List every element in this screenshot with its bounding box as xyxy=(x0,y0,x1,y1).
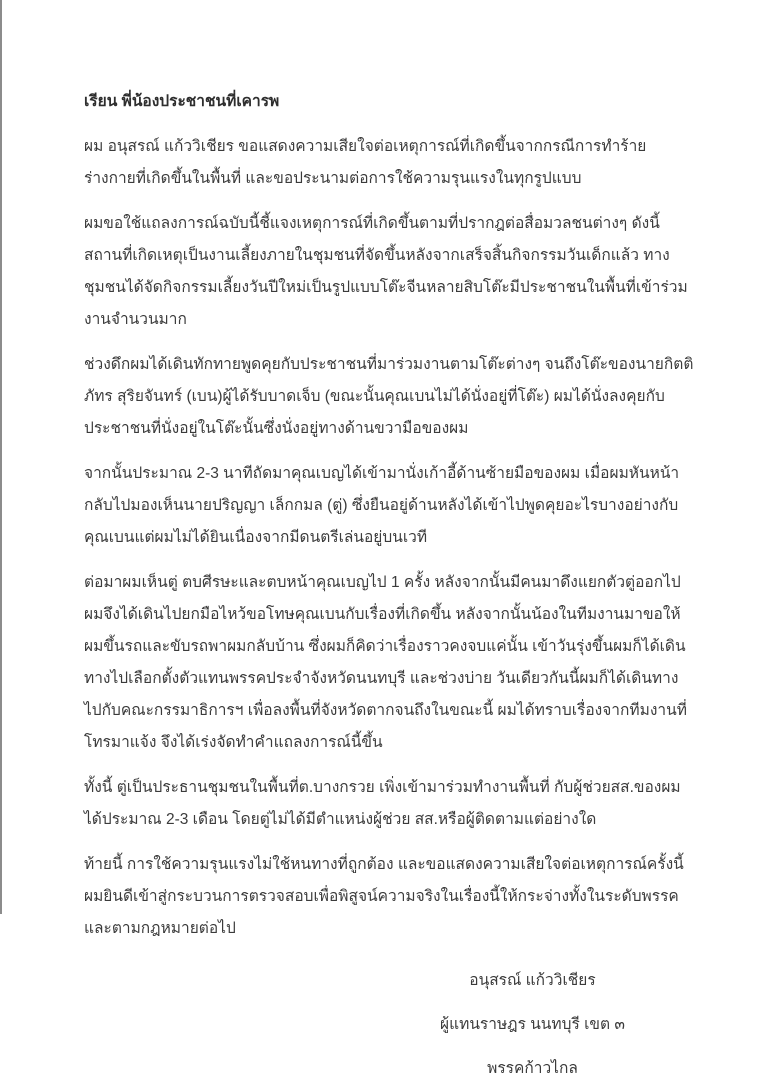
paragraph-incident-details: ต่อมาผมเห็นตู่ ตบศีรษะและตบหน้าคุณเบญไป 1 ครั้ง หลังจากนั้นมีคนมาดึงแยกตัวตู่ออกไป ผมจึงได้เดินไปยกมือไหว้ขอโทษคุณเบนกับเรื่องที่เกิดขึ้น หลังจากนั้นน้องในทีมงานมาขอให้ผมขึ้นรถและขับรถพาผมกลับบ้าน ซึ่งผมก็คิดว่าเรื่องราวคงจบแค่นั้น เข้าวันรุ่งขึ้นผมก็ได้เดินทางไปเลือกตั้งตัวแทนพรรคประจำจังหวัดนนทบุรี และช่วงบ่าย วันเดียวกันนี้ผมก็ได้เดินทางไปกับคณะกรรมาธิการฯ เพื่อลงพื้นที่จังหวัดตากจนถึงในขณะนี้ ผมได้ทราบเรื่องจากทีมงานที่โทรมาแจ้ง จึงได้เร่งจัดทำคำแถลงการณ์นี้ขึ้น xyxy=(84,574,687,751)
paragraph-statement-intro: ผมขอใช้แถลงการณ์ฉบับนี้ชี้แจงเหตุการณ์ที่เกิดขึ้นตามที่ปรากฎต่อสื่อมวลชนต่างๆ ดังนี้ สถานที่เกิดเหตุเป็นงานเลี้ยงภายในชุมชนที่จัดขึ้นหลังจากเสร็จสิ้นกิจกรรมวันเด็กแล้ว ทางชุมชนได้จัดกิจกรรมเลี้ยงวันปีใหม่เป็นรูปแบบโต๊ะจีนหลายสิบโต๊ะมีประชาชนในพื้นที่เข้าร่วมงานจำนวนมาก xyxy=(84,215,688,328)
signature-title: ผู้แทนราษฎร นนทบุรี เขต ๓ xyxy=(440,1016,625,1033)
paragraph-condolence: ผม อนุสรณ์ แก้ววิเชียร ขอแสดงความเสียใจต่อเหตุการณ์ที่เกิดขึ้นจากกรณีการทำร้ายร่างกายที่เกิดขึ้นในพื้นที่ และขอประนามต่อการใช้ความรุนแรงในทุกรูปแบบ xyxy=(84,138,647,187)
signature-block xyxy=(400,965,665,1085)
salutation-line: เรียน พี่น้องประชาชนที่เคารพ xyxy=(84,93,280,110)
signature-name: อนุสรณ์ แก้ววิเชียร xyxy=(469,972,596,989)
paragraph-event-table: จากนั้นประมาณ 2-3 นาทีถัดมาคุณเบญได้เข้ามานั่งเก้าอี้ด้านซ้ายมือของผม เมื่อผมหันหน้ากลับไปมองเห็นนายปริญญา เล็กกมล (ตู่) ซึ่งยืนอยู่ด้านหลังได้เข้าไปพูดคุยอะไรบางอย่างกับคุณเบนแต่ผมไม่ได้ยินเนื่องจากมีดนตรีเล่นอยู่บนเวที xyxy=(84,465,680,546)
paragraph-tuu-role: ทั้งนี้ ตู่เป็นประธานชุมชนในพื้นที่ต.บางกรวย เพิ่งเข้ามาร่วมทำงานพื้นที่ กับผู้ช่วยสส.ของผมได้ประมาณ 2-3 เดือน โดยตู่ไม่ได้มีตำแหน่งผู้ช่วย สส.หรือผู้ติดตามแต่อย่างใด xyxy=(84,779,681,828)
paragraph-event-evening: ช่วงดึกผมได้เดินทักทายพูดคุยกับประชาชนที่มาร่วมงานตามโต๊ะต่างๆ จนถึงโต๊ะของนายกิตติภัทร สุริยจันทร์ (เบน)ผู้ได้รับบาดเจ็บ (ขณะนั้นคุณเบนไม่ได้นั่งอยู่ที่โต๊ะ) ผมได้นั่งลงคุยกับประชาชนที่นั่งอยู่ในโต๊ะนั้นซึ่งนั่งอยู่ทางด้านขวามือของผม xyxy=(84,356,694,437)
paragraph-closing: ท้ายนี้ การใช้ความรุนแรงไม่ใช้หนทางที่ถูกต้อง และขอแสดงความเสียใจต่อเหตุการณ์ครั้งนี้ ผมยินดีเข้าสู่กระบวนการตรวจสอบเพื่อพิสูจน์ความจริงในเรื่องนี้ให้กระจ่างทั้งในระดับพรรคและตามกฎหมายต่อไป xyxy=(84,856,684,937)
page-left-edge-line xyxy=(0,0,2,914)
signature-party: พรรคก้าวไกล xyxy=(487,1060,578,1077)
